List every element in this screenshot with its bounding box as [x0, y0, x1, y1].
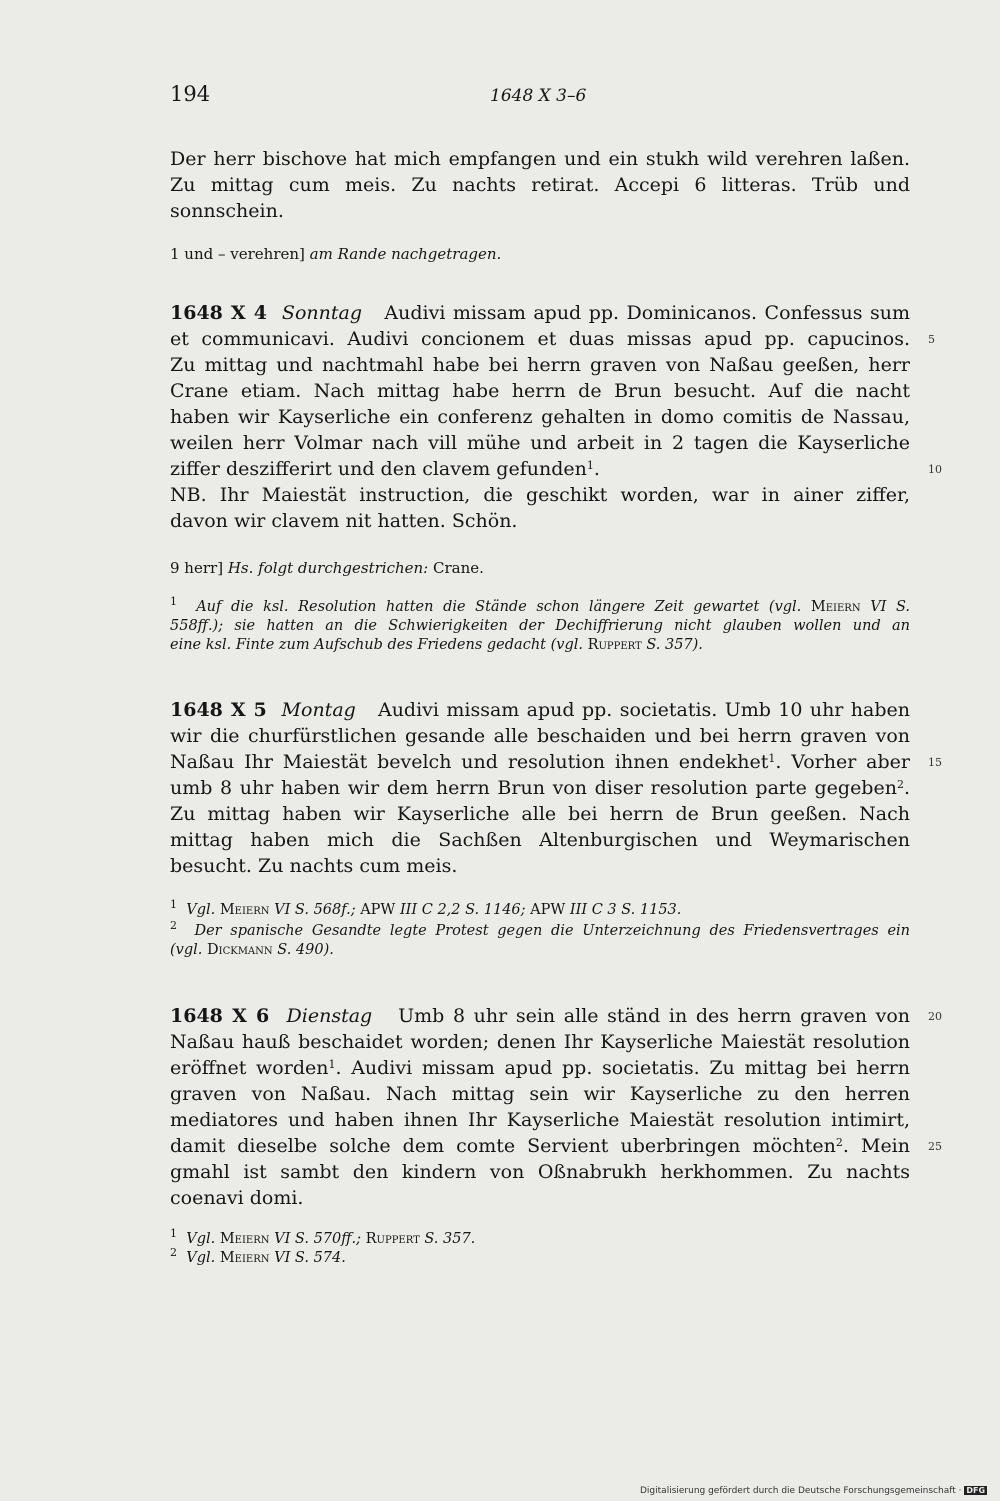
dfg-logo: DFG — [966, 1486, 986, 1495]
text-line: Zu mittag haben wir Kayserliche alle bei herrn de Brun geeßen. Nach — [170, 803, 910, 825]
footnote-ref: 1 — [768, 752, 776, 765]
text-line: damit dieselbe solche dem comte Servient uberbringen möchten$^2$. Mein — [170, 1135, 910, 1157]
text-line: weilen herr Volmar nach vill mühe und arbeit in 2 tagen die Kayserliche — [170, 432, 910, 454]
footnote-line: (vgl. Dickmann S. 490). — [170, 942, 334, 958]
text-line: Naßau hauß beschaidet worden; denen Ihr Kayserliche Maiestät resolution — [170, 1031, 910, 1053]
entry-date: 1648 X 6 — [170, 1005, 270, 1027]
text-line: graven von Naßau. Nach mittag sein wir Kayserliche zu den herren — [170, 1083, 910, 1105]
page-number: 194 — [170, 82, 211, 106]
text-line: coenavi domi. — [170, 1187, 304, 1209]
entry-day: Sonntag — [281, 302, 362, 324]
text-line: 1648 X 6 Dienstag Umb 8 uhr sein alle ständ in des herrn graven von — [170, 1005, 910, 1027]
text-line: et communicavi. Audivi concionem et duas missas apud pp. capucinos. — [170, 328, 910, 350]
text-line: sonnschein. — [170, 200, 284, 222]
apparatus-ref: 1 und – verehren] — [170, 245, 305, 263]
footnote-ref: 2 — [835, 1136, 843, 1149]
text-line: eröffnet worden$^1$. Audivi missam apud pp. societatis. Zu mittag bei herrn — [170, 1057, 910, 1079]
apparatus-text: Hs. folgt durchgestrichen: — [227, 559, 429, 577]
text-line: wir die churfürstlichen gesande alle beschaiden und bei herrn graven von — [170, 725, 910, 747]
text-line: umb 8 uhr haben wir dem herrn Brun von diser resolution parte gegeben$^2$. — [170, 777, 910, 799]
entry-day: Dienstag — [286, 1005, 373, 1027]
book-page: 194 1648 X 3–6 Der herr bischove hat mich empfangen und ein stukh wild verehren laßen. Zu mittag cum meis. Zu nachts retirat. Accepi 6 litteras. Trüb und sonnschein. 1 und – verehren] am Rande nachgetragen. 1648 X 4 Sonntag Audivi missam apud pp. Dominicanos. Confessus sum et communicavi. Audivi concionem et duas missas apud pp. capucinos. Zu mittag und nachtmahl habe bei herrn graven von Naßau geeßen, herr Crane etiam. Nach mittag habe herrn de Brun besucht. Auf die nacht haben wir Kayserliche ein conferenz gehalten in domo comitis de Nassau, weilen herr Volmar nach vill mühe und arbeit in 2 tagen die Kayserliche ziffer deszifferirt und den clavem gefunden$^1$. NB. Ihr Maiestät instruction, die geschikt worden, war in ainer ziffer, davon wir clavem nit hatten. Schön. 9 herr] Hs. folgt durchgestrichen: Crane. $^1$ Auf die ksl. Resolution hatten die Stände schon längere Zeit gewartet (vgl. Meiern VI S. 558ff.); sie hatten an die Schwierigkeiten der Dechiffrierung nicht glauben wollen und an eine ksl. Finte zum Aufschub des Friedens gedacht (vgl. Ruppert S. 357). 1648 X 5 Montag Audivi missam apud pp. societatis. Umb 10 uhr haben wir die churfürstlichen gesande alle beschaiden und bei herrn graven von Naßau Ihr Maiestät bevelch und resolution ihnen endekhet$^1$. Vorher aber umb 8 uhr haben wir dem herrn Brun von diser resolution parte gegeben$^2$. Zu mittag haben wir Kayserliche alle bei herrn de Brun geeßen. Nach mittag haben mich die Sachßen Altenburgischen und Weymarischen besucht. Zu nachts cum meis. $^1$ Vgl. Meiern VI S. 568f.; APW III C 2,2 S. 1146; APW III C 3 S. 1153. $^2$ Der spanische Gesandte legte Protest gegen die Unterzeichnung des Friedensvertrages ein (vgl. Dickmann S. 490). 1648 X 6 Dienstag Umb 8 uhr sein alle ständ in des herrn graven von Naßau hauß beschaidet worden; denen Ihr Kayserliche Maiestät resolution eröffnet worden$^1$. Audivi missam apud pp. societatis. Zu mittag bei herrn graven von Naßau. Nach mittag sein wir Kayserliche zu den herren mediatores und haben ihnen Ihr Kayserliche Maiestät resolution intimirt, damit dieselbe solche dem comte Servient uberbringen möchten$^2$. Mein gmahl ist sambt den kindern von Oßnabrukh herkhommen. Zu nachts coenavi domi. $^1$ Vgl. Meiern VI S. 570ff.; Ruppert S. 357. $^2$ Vgl. Meiern VI S. 574. 5 10 15 20 25 Digitalisierung gefördert durch die Deutsche Forschungsgemeinschaft · DFG — [0, 0, 1000, 1501]
text-line: 1648 X 5 Montag Audivi missam apud pp. societatis. Umb 10 uhr haben — [170, 699, 910, 721]
footnote-line: eine ksl. Finte zum Aufschub des Friedens gedacht (vgl. Ruppert S. 357). — [170, 637, 703, 653]
footnote: $^1$ Auf die ksl. Resolution hatten die Stände schon längere Zeit gewartet (vgl. Meiern VI S. — [170, 595, 911, 615]
apparatus-ref: 9 herr] — [170, 559, 224, 577]
entry-date: 1648 X 5 — [170, 699, 267, 721]
entry-day: Montag — [281, 699, 356, 721]
text-line: gmahl ist sambt den kindern von Oßnabrukh herkhommen. Zu nachts — [170, 1161, 910, 1183]
line-number: 15 — [928, 756, 942, 769]
footnote-line: 558ff.); sie hatten an die Schwierigkeiten der Dechiffrierung nicht glauben wollen und an — [170, 618, 910, 634]
footnote: $^1$ Vgl. Meiern VI S. 568f.; APW III C 2,2 S. 1146; APW III C 3 S. 1153. — [170, 898, 682, 918]
entry-date: 1648 X 4 — [170, 302, 267, 324]
text-line: NB. Ihr Maiestät instruction, die geschikt worden, war in ainer ziffer, — [170, 484, 910, 506]
text-line: mediatores und haben ihnen Ihr Kayserliche Maiestät resolution intimirt, — [170, 1109, 910, 1131]
text-line: haben wir Kayserliche ein conferenz gehalten in domo comitis de Nassau, — [170, 406, 910, 428]
text-line: Naßau Ihr Maiestät bevelch und resolution ihnen endekhet$^1$. Vorher aber — [170, 751, 910, 773]
line-number: 20 — [928, 1010, 942, 1023]
line-number: 5 — [928, 333, 935, 346]
footnote-ref: 1 — [586, 459, 594, 472]
footnote: $^2$ Der spanische Gesandte legte Protest gegen die Unterzeichnung des Friedensvertrages ein — [170, 919, 911, 939]
footnote-ref: 1 — [328, 1058, 336, 1071]
text-line: 1648 X 4 Sonntag Audivi missam apud pp. Dominicanos. Confessus sum — [170, 302, 910, 324]
text-line: Der herr bischove hat mich empfangen und ein stukh wild verehren laßen. — [170, 148, 910, 170]
text-line: Zu mittag und nachtmahl habe bei herrn graven von Naßau geeßen, herr — [170, 354, 910, 376]
footnote: $^2$ Vgl. Meiern VI S. 574. — [170, 1246, 346, 1266]
text-line: Zu mittag cum meis. Zu nachts retirat. Accepi 6 litteras. Trüb und — [170, 174, 910, 196]
apparatus-text: am Rande nachgetragen. — [309, 245, 502, 263]
digitization-footer: Digitalisierung gefördert durch die Deutsche Forschungsgemeinschaft · DFG — [640, 1486, 986, 1496]
page-header — [0, 82, 1000, 112]
text-line: davon wir clavem nit hatten. Schön. — [170, 510, 518, 532]
text-line: Crane etiam. Nach mittag habe herrn de Brun besucht. Auf die nacht — [170, 380, 910, 402]
line-number: 10 — [928, 463, 942, 476]
text-line: mittag haben mich die Sachßen Altenburgischen und Weymarischen — [170, 829, 910, 851]
line-number: 25 — [928, 1140, 942, 1153]
text-line: ziffer deszifferirt und den clavem gefunden$^1$. — [170, 458, 600, 480]
running-title: 1648 X 3–6 — [490, 86, 587, 106]
footnote-ref: 2 — [896, 778, 904, 791]
footnote: $^1$ Vgl. Meiern VI S. 570ff.; Ruppert S. 357. — [170, 1227, 476, 1247]
text-line: besucht. Zu nachts cum meis. — [170, 855, 458, 877]
